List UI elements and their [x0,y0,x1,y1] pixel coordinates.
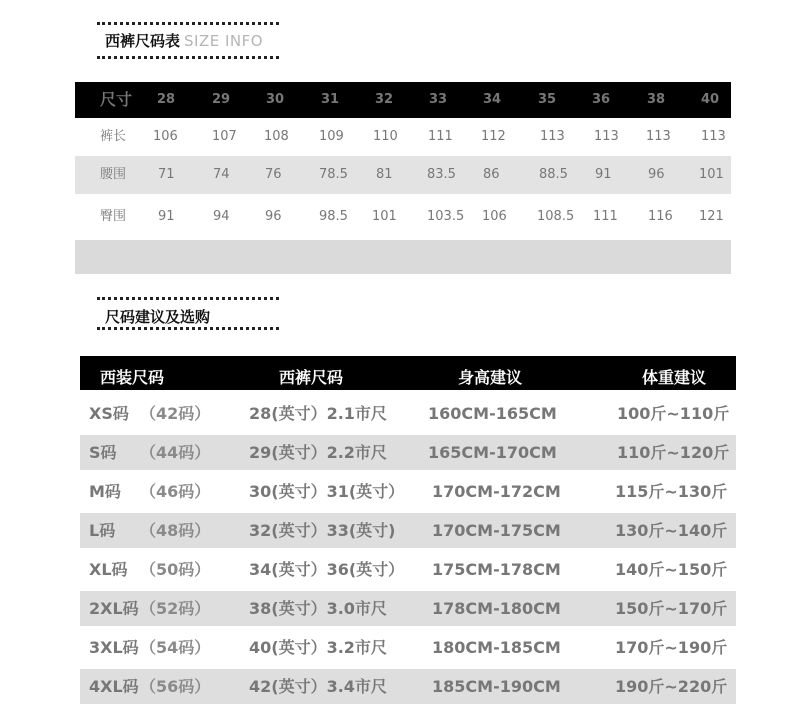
pants-size: 40(英寸）3.2市尺 [249,638,387,657]
table-cell: 108 [264,129,289,144]
weight-range: 115斤~130斤 [615,482,728,501]
height-range: 170CM-175CM [432,521,561,540]
size-header-cell: 35 [538,92,557,107]
suit-size: M码 [89,482,121,501]
pants-size: 28(英寸）2.1市尺 [249,404,387,423]
pants-size: 42(英寸）3.4市尺 [249,677,387,696]
table-cell: 110 [373,129,398,144]
heading-bottom-divider [97,56,279,59]
table-cell: 106 [153,129,178,144]
pants-size: 34(英寸）36(英寸） [249,560,405,579]
table-cell: 81 [376,167,393,182]
header-weight: 体重建议 [642,368,707,387]
pants-size: 38(英寸）3.0市尺 [249,599,387,618]
suit-size: 4XL码 [89,677,139,696]
height-range: 170CM-172CM [432,482,561,501]
size-table [75,82,731,274]
suit-size: S码 [89,443,117,462]
table-cell: 112 [481,129,506,144]
size-header-cell: 33 [429,92,448,107]
weight-range: 140斤~150斤 [615,560,728,579]
size-chart-heading [105,30,263,51]
size-header-cell: 31 [321,92,340,107]
heading2-top-divider [97,297,279,300]
size-header-cell: 30 [266,92,285,107]
table-cell: 111 [593,209,618,224]
table-cell: 101 [372,209,397,224]
height-range: 180CM-185CM [432,638,561,657]
table-cell: 101 [699,167,724,182]
header-pants-size: 西裤尺码 [279,368,344,387]
table-cell: 86 [483,167,500,182]
size-header-cell: 40 [701,92,720,107]
suit-code: （56码） [140,677,211,696]
table-row [75,118,731,156]
row-label: 腰围 [100,167,127,182]
size-header-cell: 29 [212,92,231,107]
empty-table-row [75,240,731,274]
header-suit-size: 西装尺码 [100,368,165,387]
heading-top-divider [97,22,279,25]
table-cell: 103.5 [427,209,465,224]
row-label: 裤长 [100,129,127,144]
size-header-cell: 36 [592,92,611,107]
table-cell: 113 [540,129,565,144]
suit-code: （50码） [140,560,211,579]
pants-size: 30(英寸）31(英寸） [249,482,405,501]
header-height: 身高建议 [458,368,523,387]
recommend-table [80,356,736,704]
size-table-header [75,82,731,118]
height-range: 175CM-178CM [432,560,561,579]
table-cell: 74 [213,167,230,182]
weight-range: 190斤~220斤 [615,677,728,696]
size-chart-title-en: SIZE INFO [184,32,264,50]
height-range: 185CM-190CM [432,677,561,696]
recommend-table-header [80,356,736,390]
suit-size: L码 [89,521,116,540]
suit-code: （52码） [140,599,211,618]
table-cell: 111 [428,129,453,144]
table-cell: 96 [265,209,282,224]
table-row [80,552,736,587]
table-cell: 71 [158,167,175,182]
table-cell: 121 [699,209,724,224]
height-range: 165CM-170CM [428,443,557,462]
size-header-label: 尺寸 [100,90,133,109]
size-header-cell: 32 [375,92,394,107]
table-row [80,474,736,509]
table-cell: 91 [158,209,175,224]
weight-range: 100斤~110斤 [617,404,730,423]
suit-code: （48码） [140,521,211,540]
table-row [80,513,736,548]
weight-range: 170斤~190斤 [615,638,728,657]
table-row [75,156,731,194]
table-cell: 88.5 [539,167,568,182]
weight-range: 130斤~140斤 [615,521,728,540]
suit-code: （44码） [140,443,211,462]
row-label: 臀围 [100,209,127,224]
table-cell: 116 [648,209,673,224]
table-cell: 107 [212,129,237,144]
table-row [80,630,736,665]
suit-code: （46码） [140,482,211,501]
table-row [80,669,736,704]
suit-size: 2XL码 [89,599,139,618]
table-cell: 76 [265,167,282,182]
table-cell: 94 [213,209,230,224]
table-cell: 113 [594,129,619,144]
table-cell: 106 [482,209,507,224]
table-row [75,198,731,236]
suit-size: XL码 [89,560,128,579]
size-header-cell: 38 [647,92,666,107]
table-cell: 98.5 [319,209,348,224]
suit-size: 3XL码 [89,638,139,657]
table-cell: 96 [648,167,665,182]
weight-range: 150斤~170斤 [615,599,728,618]
table-cell: 108.5 [537,209,575,224]
table-cell: 109 [319,129,344,144]
table-cell: 113 [646,129,671,144]
table-cell: 113 [701,129,726,144]
pants-size: 29(英寸）2.2市尺 [249,443,387,462]
suit-code: （42码） [140,404,211,423]
suit-size: XS码 [89,404,129,423]
suit-code: （54码） [140,638,211,657]
table-cell: 83.5 [427,167,456,182]
table-cell: 78.5 [319,167,348,182]
height-range: 178CM-180CM [432,599,561,618]
table-row [80,435,736,470]
size-header-cell: 28 [157,92,176,107]
size-header-cell: 34 [483,92,502,107]
size-chart-title: 西裤尺码表 [105,32,181,50]
size-advice-heading: 尺码建议及选购 [105,308,211,326]
weight-range: 110斤~120斤 [617,443,730,462]
heading2-bottom-divider [97,327,279,330]
height-range: 160CM-165CM [428,404,557,423]
pants-size: 32(英寸）33(英寸) [249,521,396,540]
table-row [80,591,736,626]
table-cell: 91 [595,167,612,182]
table-row [80,396,736,431]
